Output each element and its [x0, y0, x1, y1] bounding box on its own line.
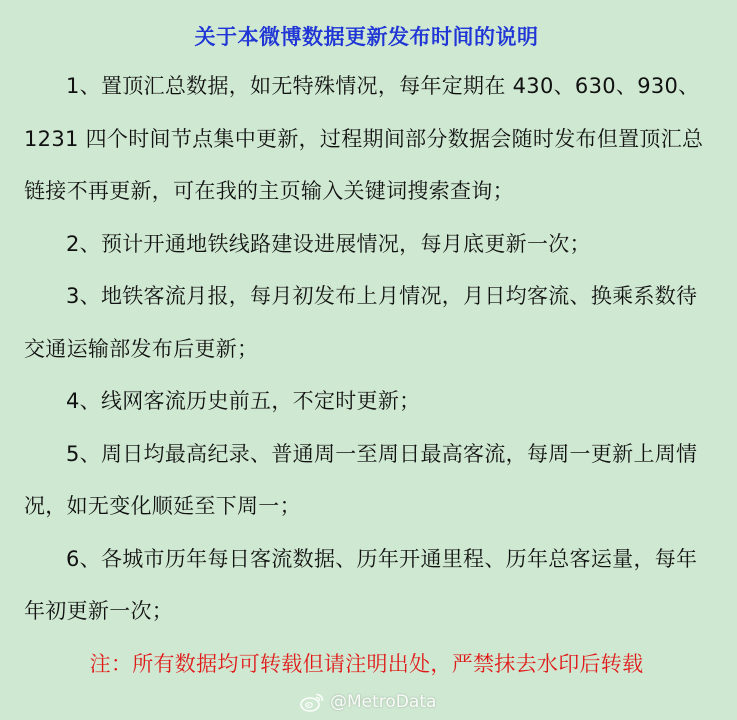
paragraph-2: 2、预计开通地铁线路建设进展情况，每月底更新一次；	[66, 231, 591, 256]
paragraph-3: 3、地铁客流月报，每月初发布上月情况，月日均客流、换乘系数待交通运输部发布后更新；	[24, 284, 698, 361]
paragraph-5: 5、周日均最高纪录、普通周一至周日最高客流，每周一更新上周情况，如无变化顺延至下周一；	[24, 441, 698, 518]
weibo-icon	[300, 692, 324, 712]
watermark	[300, 689, 436, 715]
document-title: 关于本微博数据更新发布时间的说明	[194, 25, 539, 49]
paragraph-1: 1、置顶汇总数据，如无特殊情况，每年定期在 430、630、930、1231 四个时间节点集中更新，过程期间部分数据会随时发布但置顶汇总链接不再更新，可在我的主页输入关键词搜索查询；	[24, 74, 704, 203]
paragraph-4: 4、线网客流历史前五，不定时更新；	[66, 389, 421, 413]
paragraph-6: 6、各城市历年每日客流数据、历年开通里程、历年总客运量，每年年初更新一次；	[24, 546, 698, 623]
copyright-note: 注：所有数据均可转载但请注明出处，严禁抹去水印后转载	[89, 651, 644, 676]
watermark-handle: @MetroData	[330, 692, 437, 712]
